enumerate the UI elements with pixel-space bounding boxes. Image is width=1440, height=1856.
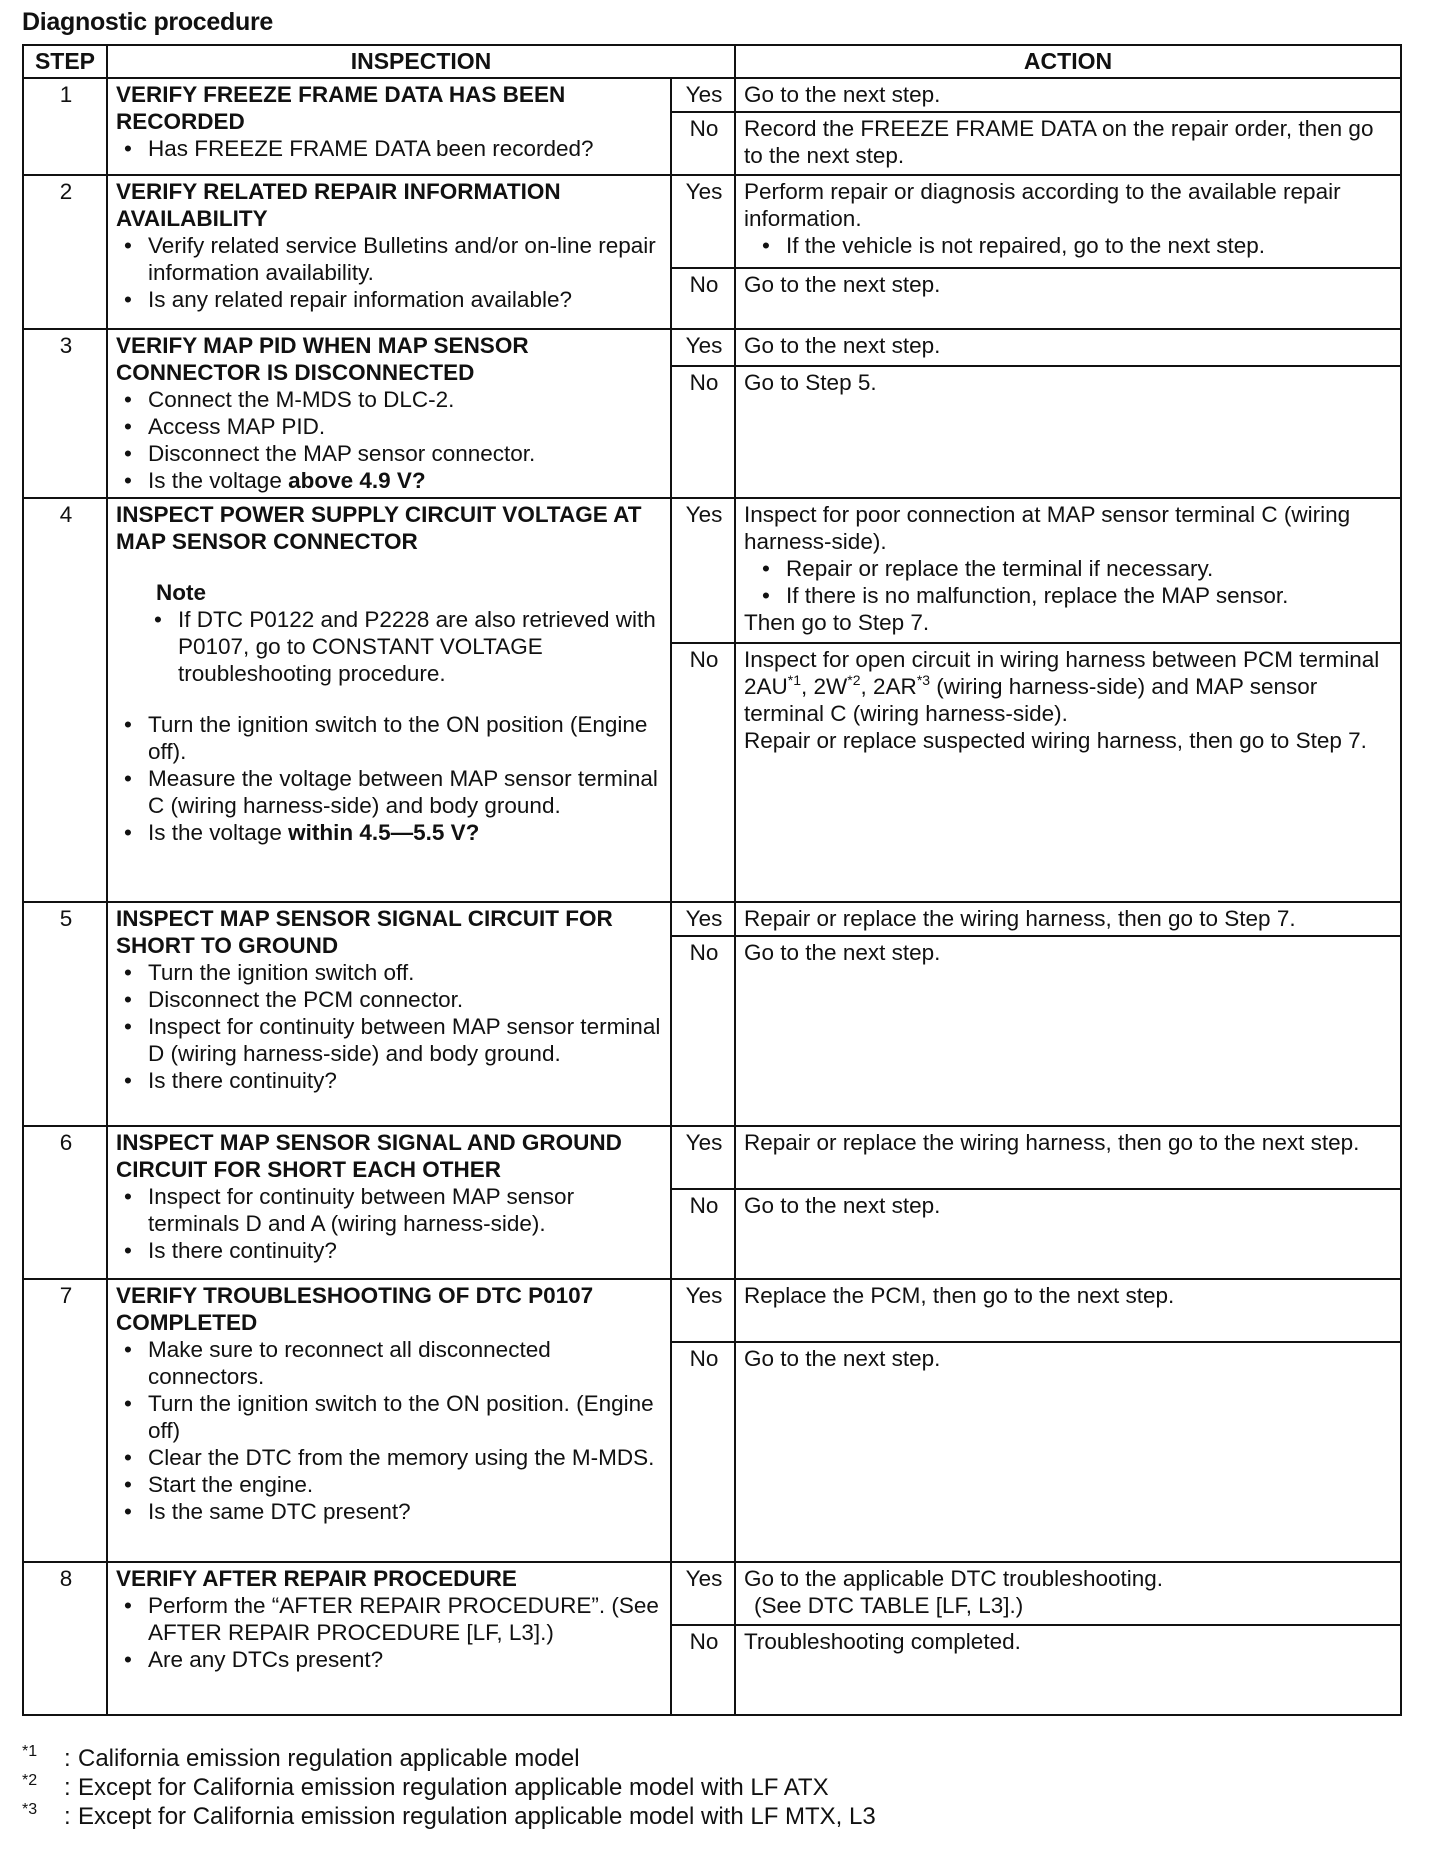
yes-action: Go to the next step. <box>735 329 1401 366</box>
step-number: 3 <box>23 329 107 498</box>
yes-action: Repair or replace the wiring harness, then go to the next step. <box>735 1126 1401 1189</box>
yes-action: Repair or replace the wiring harness, then go to Step 7. <box>735 902 1401 936</box>
no-label: No <box>671 112 735 175</box>
footnote-text: California emission regulation applicable model <box>78 1745 580 1772</box>
header-action: ACTION <box>735 45 1401 78</box>
header-inspection: INSPECTION <box>107 45 735 78</box>
inspection-cell <box>107 1279 671 1562</box>
table-row <box>23 1126 1401 1189</box>
inspection-title: VERIFY AFTER REPAIR PROCEDURE <box>116 1566 517 1591</box>
list-item: • Is there continuity? <box>148 1067 664 1094</box>
list-item: • Turn the ignition switch to the ON position. (Engine off) <box>148 1390 664 1444</box>
footnote-mark <box>22 1744 64 1773</box>
no-action: Go to the next step. <box>735 936 1401 1126</box>
no-action: Go to Step 5. <box>735 366 1401 498</box>
step-number: 4 <box>23 498 107 902</box>
note-block <box>116 579 664 687</box>
inspection-title: VERIFY FREEZE FRAME DATA HAS BEEN RECORDED <box>116 82 566 134</box>
list-item: • Make sure to reconnect all disconnected connectors. <box>148 1336 664 1390</box>
yes-action-bullets <box>744 555 1394 609</box>
diagnostic-procedure-table <box>22 44 1402 1716</box>
bullet-emphasis: above 4.9 V? <box>288 468 426 493</box>
note-bullets <box>156 606 664 687</box>
yes-action: Inspect for poor connection at MAP sensor terminal C (wiring harness-side). <box>744 502 1351 554</box>
inspection-bullets <box>116 232 664 313</box>
list-item: • Disconnect the MAP sensor connector. <box>148 440 664 467</box>
inspection-bullets <box>116 959 664 1094</box>
footnote-item <box>22 1773 876 1802</box>
page-title: Diagnostic procedure <box>22 8 273 36</box>
list-item: • Are any DTCs present? <box>148 1646 664 1673</box>
step-number: 8 <box>23 1562 107 1715</box>
table-row <box>23 902 1401 936</box>
yes-action-reference: (See DTC TABLE [LF, L3].) <box>754 1593 1024 1618</box>
footnote-mark <box>22 1802 64 1831</box>
no-label: No <box>671 1189 735 1279</box>
inspection-bullets <box>116 1592 664 1673</box>
footnote-mark <box>22 1773 64 1802</box>
inspection-title: VERIFY RELATED REPAIR INFORMATION AVAILABILITY <box>116 179 561 231</box>
inspection-bullets <box>116 711 664 846</box>
list-item: • Is the same DTC present? <box>148 1498 664 1525</box>
no-action: Go to the next step. <box>735 1342 1401 1562</box>
bullet-text: Is the voltage <box>148 820 289 845</box>
yes-label: Yes <box>671 1279 735 1342</box>
list-item: • Repair or replace the terminal if necessary. <box>786 555 1394 582</box>
footnote-mark-text: *2 <box>22 1772 38 1789</box>
list-item: • Start the engine. <box>148 1471 664 1498</box>
list-item: • Disconnect the PCM connector. <box>148 986 664 1013</box>
list-item <box>148 467 664 494</box>
inspection-cell <box>107 1126 671 1279</box>
step-number: 7 <box>23 1279 107 1562</box>
yes-action: Replace the PCM, then go to the next step. <box>735 1279 1401 1342</box>
no-label: No <box>671 366 735 498</box>
inspection-cell <box>107 498 671 902</box>
list-item: • Has FREEZE FRAME DATA been recorded? <box>148 135 664 162</box>
inspection-title: VERIFY MAP PID WHEN MAP SENSOR CONNECTOR IS DISCONNECTED <box>116 333 529 385</box>
list-item: • Is there continuity? <box>148 1237 664 1264</box>
yes-action-cell <box>735 1562 1401 1625</box>
footnotes <box>22 1744 876 1831</box>
yes-action-followup: Then go to Step 7. <box>744 610 930 635</box>
yes-label: Yes <box>671 902 735 936</box>
no-action-text: (wiring harness-side) and MAP sensor terminal C (wiring harness-side). <box>744 674 1318 726</box>
no-action-followup: Repair or replace suspected wiring harness, then go to Step 7. <box>744 728 1367 753</box>
list-item: • Turn the ignition switch off. <box>148 959 664 986</box>
list-item: • Connect the M-MDS to DLC-2. <box>148 386 664 413</box>
inspection-cell <box>107 175 671 329</box>
inspection-title: INSPECT MAP SENSOR SIGNAL CIRCUIT FOR SHORT TO GROUND <box>116 906 613 958</box>
list-item: • If DTC P0122 and P2228 are also retrieved with P0107, go to CONSTANT VOLTAGE troubleshooting procedure. <box>178 606 664 687</box>
no-label: No <box>671 643 735 902</box>
step-number: 5 <box>23 902 107 1126</box>
bullet-emphasis: within 4.5—5.5 V? <box>288 820 480 845</box>
list-item: • If the vehicle is not repaired, go to the next step. <box>786 232 1394 259</box>
yes-label: Yes <box>671 175 735 268</box>
no-action-cell <box>735 643 1401 902</box>
yes-action-cell <box>735 175 1401 268</box>
no-action-text: , 2AR <box>860 674 917 699</box>
footnote-item <box>22 1802 876 1831</box>
footnote-colon: : <box>64 1774 71 1801</box>
no-label: No <box>671 936 735 1126</box>
footnote-ref: *1 <box>787 672 802 688</box>
inspection-cell <box>107 78 671 175</box>
yes-action-bullets <box>744 232 1394 259</box>
inspection-title: INSPECT POWER SUPPLY CIRCUIT VOLTAGE AT MAP SENSOR CONNECTOR <box>116 502 642 554</box>
no-action: Troubleshooting completed. <box>735 1625 1401 1715</box>
yes-label: Yes <box>671 329 735 366</box>
step-number: 2 <box>23 175 107 329</box>
table-row <box>23 175 1401 268</box>
footnote-colon: : <box>64 1745 71 1772</box>
footnote-text: Except for California emission regulation applicable model with LF ATX <box>78 1774 829 1801</box>
no-action <box>744 646 1394 727</box>
no-action-text: Inspect for open circuit in wiring harness between PCM terminal 2AU <box>744 647 1380 699</box>
table-row <box>23 1279 1401 1342</box>
table-row <box>23 1562 1401 1625</box>
header-step: STEP <box>23 45 107 78</box>
list-item: • Access MAP PID. <box>148 413 664 440</box>
yes-action: Perform repair or diagnosis according to the available repair information. <box>744 179 1341 231</box>
no-action-text: , 2W <box>801 674 848 699</box>
list-item: • Verify related service Bulletins and/or on-line repair information availability. <box>148 232 664 286</box>
no-action: Go to the next step. <box>735 1189 1401 1279</box>
table-row <box>23 498 1401 643</box>
no-action: Go to the next step. <box>735 268 1401 329</box>
table-row <box>23 78 1401 112</box>
list-item: • Perform the “AFTER REPAIR PROCEDURE”. (See AFTER REPAIR PROCEDURE [LF, L3].) <box>148 1592 664 1646</box>
footnote-ref: *2 <box>847 672 861 688</box>
list-item: • Is any related repair information available? <box>148 286 664 313</box>
step-number: 1 <box>23 78 107 175</box>
footnote-colon: : <box>64 1803 71 1830</box>
list-item: • Clear the DTC from the memory using the M-MDS. <box>148 1444 664 1471</box>
yes-label: Yes <box>671 78 735 112</box>
inspection-bullets <box>116 1183 664 1264</box>
list-item: • Inspect for continuity between MAP sensor terminals D and A (wiring harness-side). <box>148 1183 664 1237</box>
yes-label: Yes <box>671 498 735 643</box>
yes-action-cell <box>735 498 1401 643</box>
no-label: No <box>671 1625 735 1715</box>
inspection-title: INSPECT MAP SENSOR SIGNAL AND GROUND CIRCUIT FOR SHORT EACH OTHER <box>116 1130 622 1182</box>
yes-action: Go to the next step. <box>735 78 1401 112</box>
footnote-mark-text: *1 <box>22 1743 38 1760</box>
footnote-text: Except for California emission regulation applicable model with LF MTX, L3 <box>78 1803 876 1830</box>
list-item: • Inspect for continuity between MAP sensor terminal D (wiring harness-side) and body ground. <box>148 1013 664 1067</box>
step-number: 6 <box>23 1126 107 1279</box>
list-item: • If there is no malfunction, replace the MAP sensor. <box>786 582 1394 609</box>
note-title: Note <box>156 580 206 605</box>
list-item <box>148 819 664 846</box>
inspection-cell <box>107 902 671 1126</box>
inspection-bullets <box>116 1336 664 1525</box>
footnote-mark-text: *3 <box>22 1801 38 1818</box>
no-label: No <box>671 268 735 329</box>
inspection-cell <box>107 329 671 498</box>
yes-action: Go to the applicable DTC troubleshooting. <box>744 1566 1164 1591</box>
list-item: • Measure the voltage between MAP sensor terminal C (wiring harness-side) and body ground. <box>148 765 664 819</box>
yes-label: Yes <box>671 1126 735 1189</box>
no-action: Record the FREEZE FRAME DATA on the repair order, then go to the next step. <box>735 112 1401 175</box>
footnote-item <box>22 1744 876 1773</box>
footnote-ref: *3 <box>916 672 931 688</box>
no-label: No <box>671 1342 735 1562</box>
list-item: • Turn the ignition switch to the ON position (Engine off). <box>148 711 664 765</box>
yes-label: Yes <box>671 1562 735 1625</box>
spacer <box>116 687 664 711</box>
table-row <box>23 329 1401 366</box>
table-header-row <box>23 45 1401 78</box>
inspection-bullets <box>116 135 664 162</box>
inspection-cell <box>107 1562 671 1715</box>
inspection-title: VERIFY TROUBLESHOOTING OF DTC P0107 COMPLETED <box>116 1283 594 1335</box>
inspection-bullets <box>116 386 664 494</box>
bullet-text: Is the voltage <box>148 468 289 493</box>
